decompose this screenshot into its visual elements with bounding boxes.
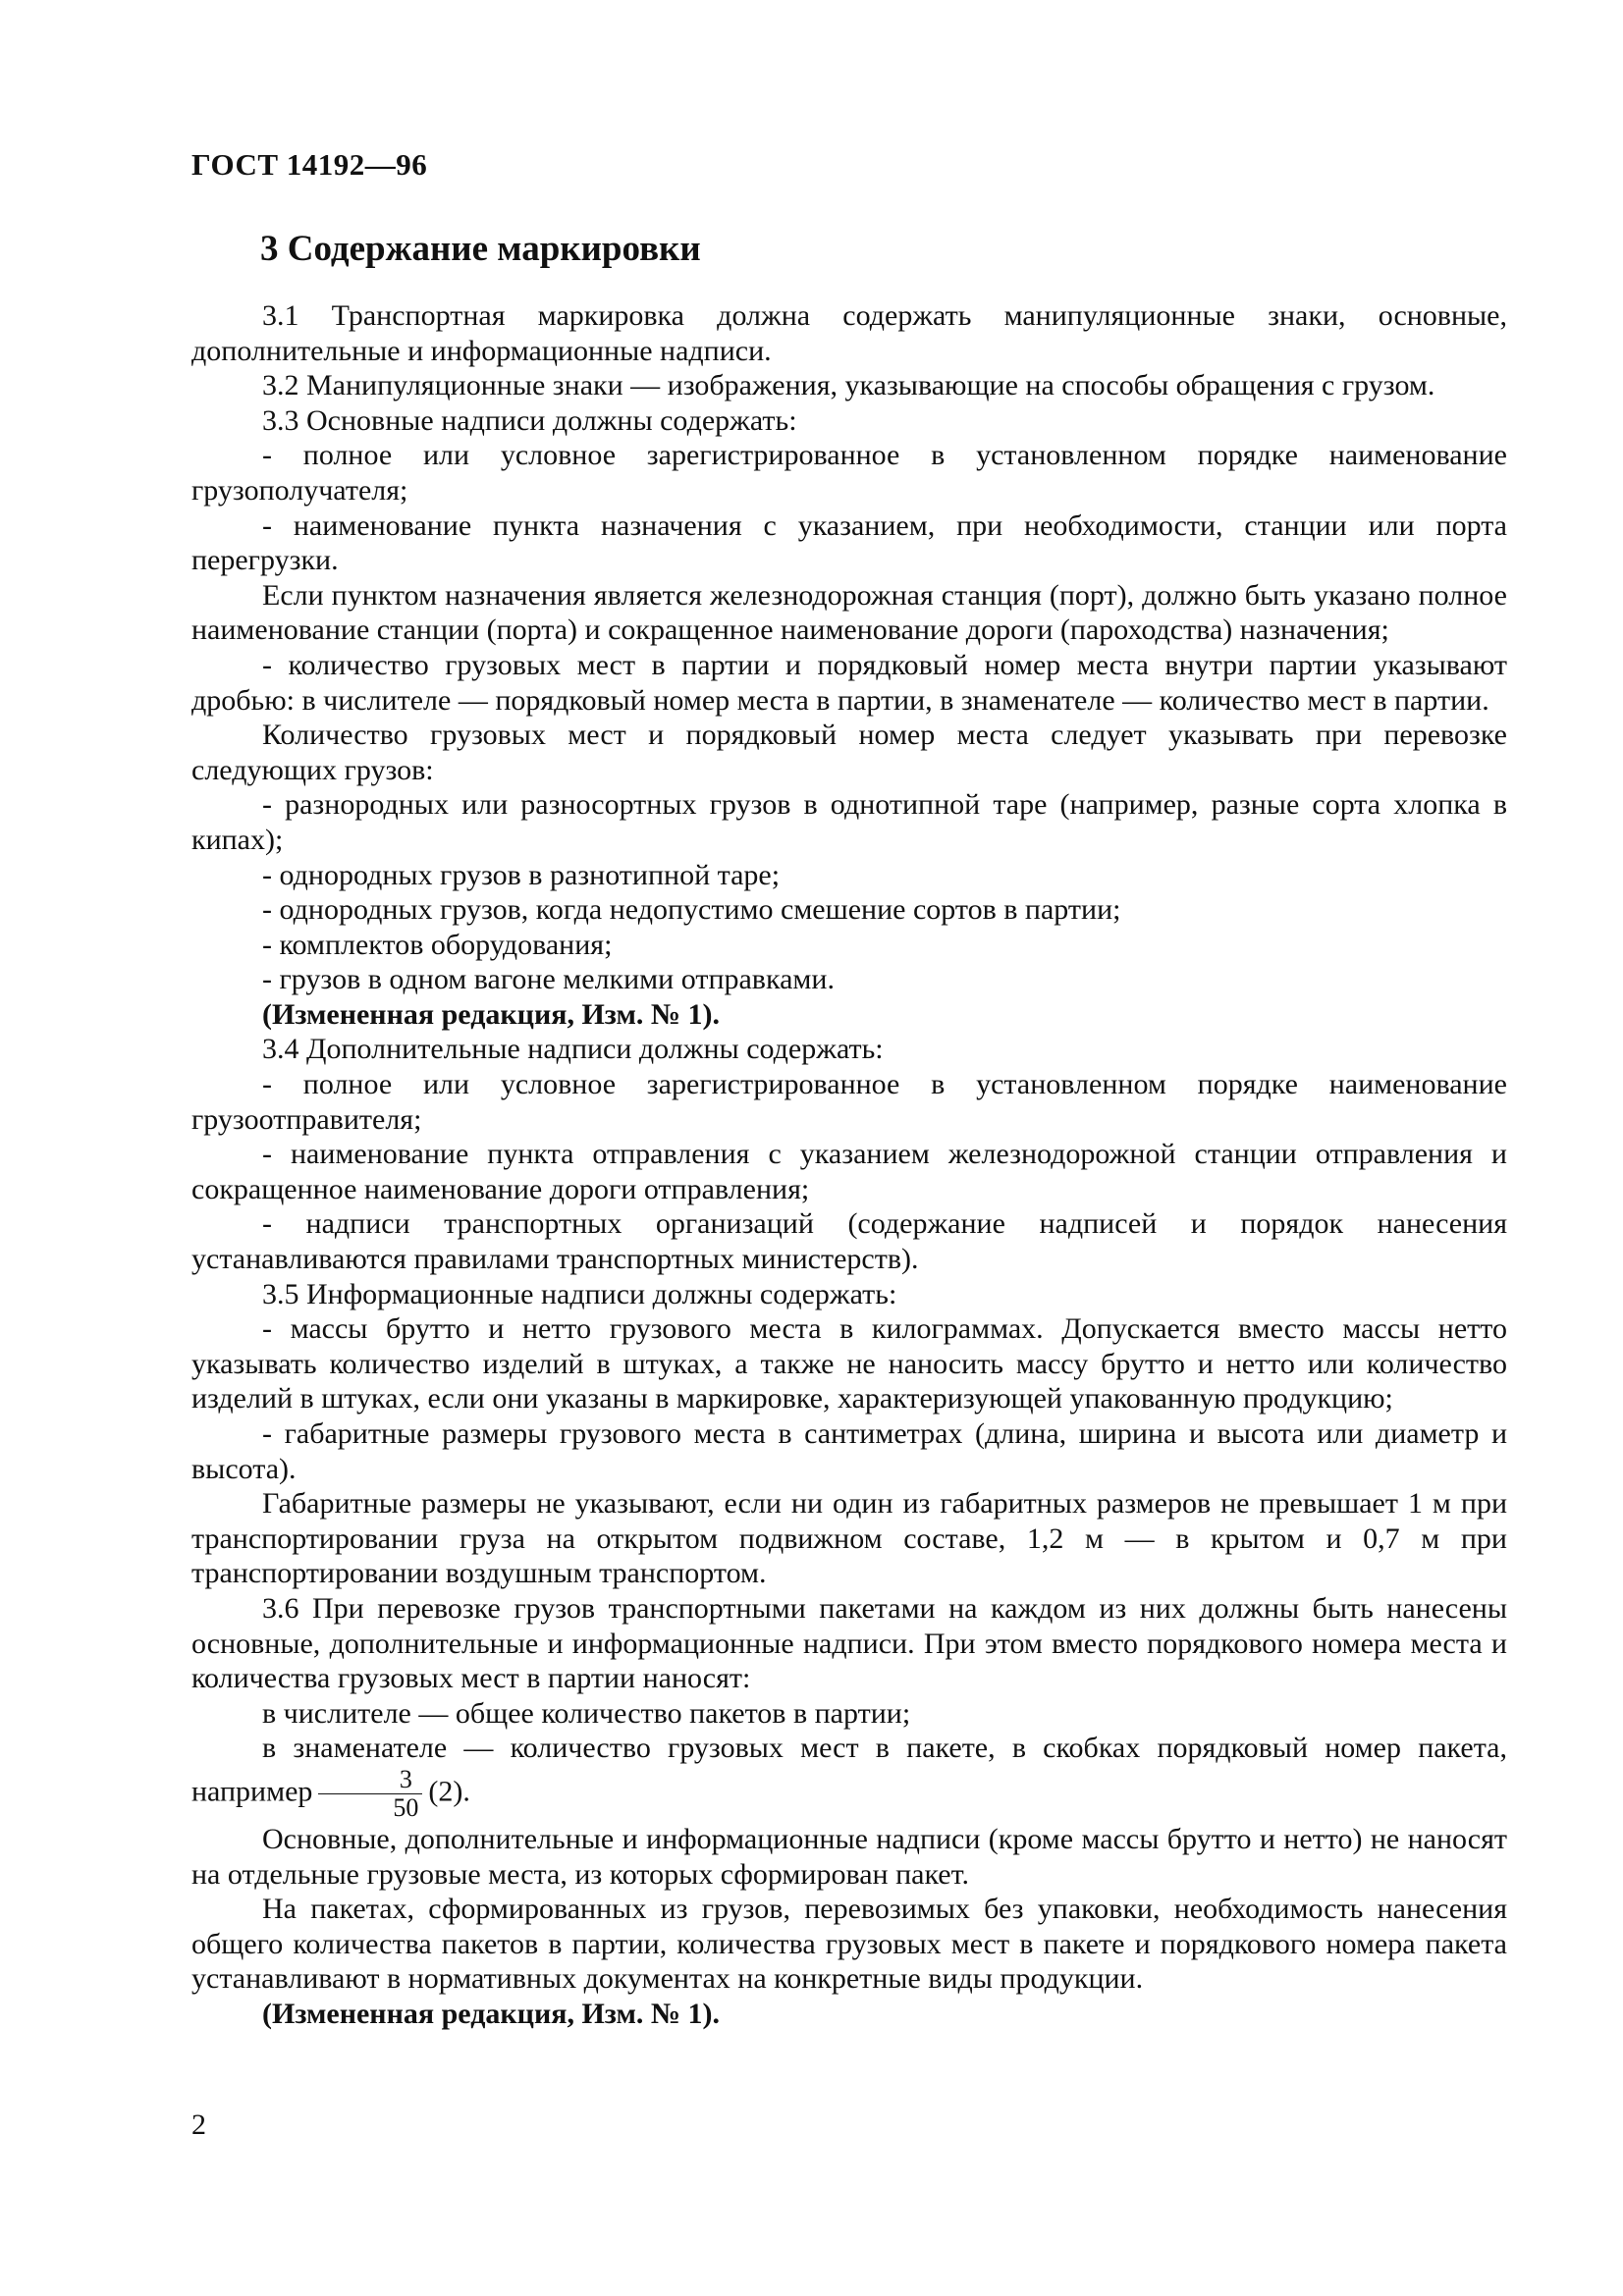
paragraph-with-fraction (191, 1731, 1507, 1822)
paragraph: Количество грузовых мест и порядковый номер места следует указывать при перевозке следующих грузов: (191, 719, 1507, 786)
paragraph: Основные, дополнительные и информационные надписи (кроме массы брутто и нетто) не наносят на отдельные грузовые места, из которых сформирован пакет. (191, 1822, 1507, 1891)
clause-3-2: 3.2 Манипуляционные знаки — изображения, указывающие на способы обращения с грузом. (262, 369, 1435, 402)
list-item: - однородных грузов в разнотипной таре; (262, 858, 781, 891)
document-header: ГОСТ 14192—96 (191, 147, 428, 182)
paragraph: в числителе — общее количество пакетов в партии; (262, 1696, 911, 1730)
clause-3-4: 3.4 Дополнительные надписи должны содержать: (262, 1033, 884, 1066)
clause-3-3: 3.3 Основные надписи должны содержать: (262, 403, 797, 437)
paragraph: На пакетах, сформированных из грузов, перевозимых без упаковки, необходимость нанесения общего количества пакетов в партии, количества грузовых мест в пакете и порядкового номера пакета устанавливают в нормативных документах на конкретные виды продукции. (191, 1893, 1507, 1996)
list-item: - однородных грузов, когда недопустимо смешение сортов в партии; (262, 893, 1121, 927)
fraction-numerator: 3 (318, 1766, 422, 1794)
amendment-note: (Измененная редакция, Изм. № 1). (262, 1997, 721, 2030)
list-item: - наименование пункта отправления с указанием железнодорожной станции отправления и сокращенное наименование дороги отправления; (191, 1138, 1507, 1205)
fraction-denominator: 50 (393, 1792, 419, 1822)
list-item: - габаритные размеры грузового места в сантиметрах (длина, ширина и высота или диаметр и высота). (191, 1417, 1507, 1485)
list-item: - количество грузовых мест в партии и порядковый номер места внутри партии указывают дробью: в числителе — порядковый номер места в партии, в знаменателе — количество мест в партии. (191, 648, 1507, 717)
list-item: - полное или условное зарегистрированное в установленном порядке наименование грузополучателя; (191, 439, 1507, 507)
paragraph: Габаритные размеры не указывают, если ни один из габаритных размеров не превышает 1 м при транспортировании груза на открытом подвижном составе, 1,2 м — в крытом и 0,7 м при транспортировании воздушным транспортом. (191, 1487, 1507, 1590)
fraction (318, 1766, 422, 1822)
list-item: - грузов в одном вагоне мелкими отправками. (262, 963, 835, 996)
clause-3-6: 3.6 При перевозке грузов транспортными пакетами на каждом из них должны быть нанесены основные, дополнительные и информационные надписи. При этом вместо порядкового номера места и количества грузовых мест в партии наносят: (191, 1591, 1507, 1695)
clause-3-5: 3.5 Информационные надписи должны содержать: (262, 1277, 897, 1310)
section-title: 3 Содержание маркировки (260, 229, 701, 269)
list-item: - комплектов оборудования; (262, 928, 613, 961)
list-item: - разнородных или разносортных грузов в однотипной таре (например, разные сорта хлопка в кипах); (191, 788, 1507, 856)
amendment-note: (Измененная редакция, Изм. № 1). (262, 997, 721, 1031)
paragraph: Если пунктом назначения является железнодорожная станция (порт), должно быть указано полное наименование станции (порта) и сокращенное наименование дороги (пароходства) назначения; (191, 578, 1507, 647)
clause-3-1: 3.1 Транспортная маркировка должна содержать манипуляционные знаки, основные, дополнительные и информационные надписи. (191, 299, 1507, 367)
list-item: - наименование пункта назначения с указанием, при необходимости, станции или порта перегрузки. (191, 508, 1507, 577)
fraction-lead-text: в знаменателе — количество грузовых мест в пакете, в скобках порядковый номер пакета, например (191, 1732, 1507, 1808)
page-number: 2 (191, 2109, 206, 2141)
list-item: - полное или условное зарегистрированное в установленном порядке наименование грузоотправителя; (191, 1068, 1507, 1136)
fraction-tail-text: (2). (428, 1775, 470, 1808)
list-item: - надписи транспортных организаций (содержание надписей и порядок нанесения устанавливаются правилами транспортных министерств). (191, 1207, 1507, 1276)
list-item: - массы брутто и нетто грузового места в килограммах. Допускается вместо массы нетто указывать количество изделий в штуках, а также не наносить массу брутто и нетто или количество изделий в штуках, если они указаны в маркировке, характеризующей упакованную продукцию; (191, 1312, 1507, 1415)
document-body (191, 298, 1507, 2032)
